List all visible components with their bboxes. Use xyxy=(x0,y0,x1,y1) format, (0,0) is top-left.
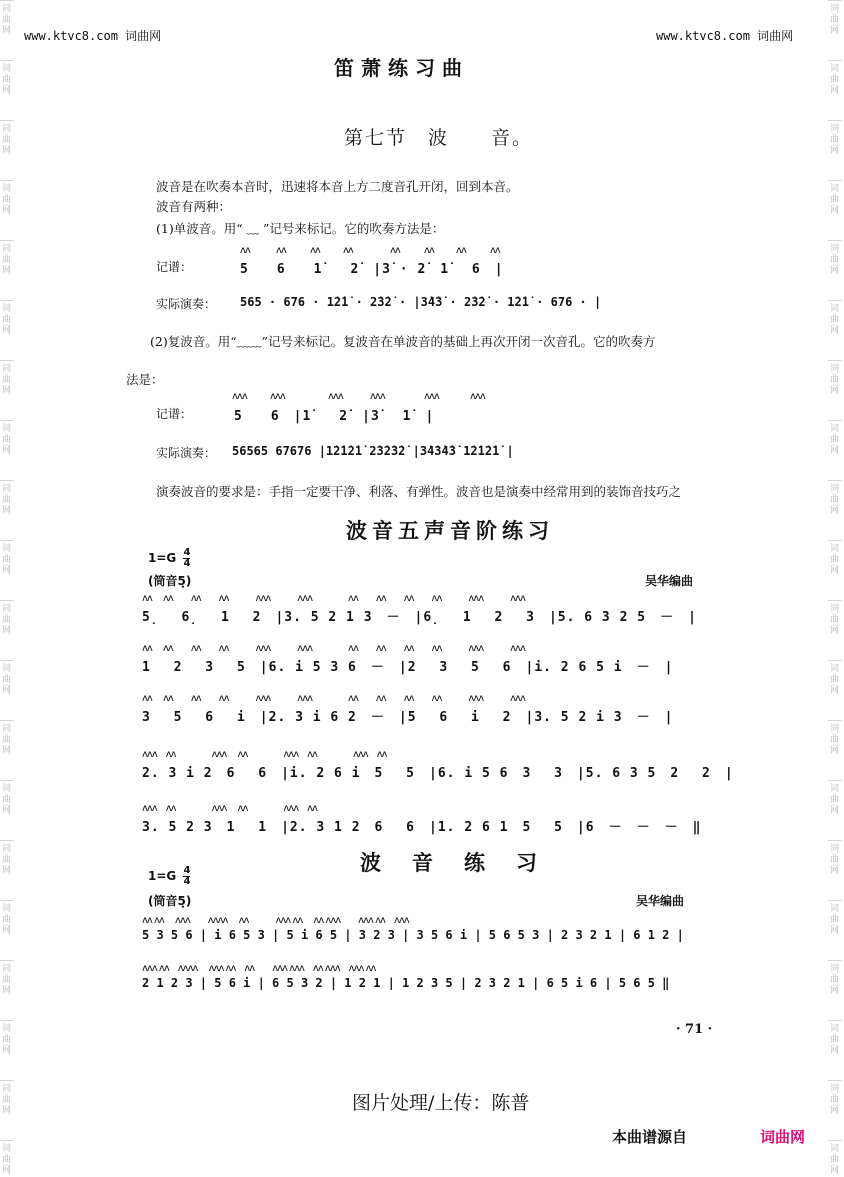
side-watermark-mark: 词 曲 网 xyxy=(2,664,12,696)
side-watermark-mark: 词 曲 网 xyxy=(830,844,840,876)
mordent-mark: ʌʌ xyxy=(343,245,353,256)
piece1-tube: (筒音5̣) xyxy=(148,574,192,588)
site-url: www.ktvc8.com xyxy=(656,29,750,43)
double-mordent-mark: ʌʌʌ xyxy=(424,391,439,402)
time-bottom: 4 xyxy=(183,876,191,887)
upload-credit: 图片处理/上传：陈普 xyxy=(352,1092,530,1114)
double-mordent-mark: ʌʌʌ xyxy=(270,391,285,402)
piece2-title: 波 音 练 习 xyxy=(360,850,542,875)
side-watermark-mark: 词 曲 网 xyxy=(2,124,12,156)
staff-row: 5̣ 6̣ 1 2 |3. 5 2 1 3 － |6̣ 1 2 3 |5. 6 3 2 5 － | xyxy=(142,610,697,625)
double-mordent-mark: ʌʌʌ xyxy=(370,391,385,402)
side-watermark-mark: 词 曲 网 xyxy=(2,484,12,516)
side-watermark-mark: 词 曲 网 xyxy=(830,664,840,696)
piece1-key xyxy=(148,548,190,569)
side-watermark-mark: 词 曲 网 xyxy=(2,1024,12,1056)
side-watermark-mark: 词 曲 网 xyxy=(830,4,840,36)
side-watermark-mark: 词 曲 网 xyxy=(2,364,12,396)
watermark-top-left xyxy=(24,27,161,44)
piece1-composer: 吴华编曲 xyxy=(645,574,694,588)
site-name: 词曲网 xyxy=(125,29,162,43)
mordent-mark: ʌʌ xyxy=(240,245,250,256)
side-watermark-mark: 词 曲 网 xyxy=(830,304,840,336)
side-watermark-mark: 词 曲 网 xyxy=(2,604,12,636)
mordent-row-mark: ʌʌ ʌʌ ʌʌ ʌʌ ʌʌʌ ʌʌʌ ʌʌ ʌʌ ʌʌ ʌʌ ʌʌʌ ʌʌʌ xyxy=(142,643,525,654)
side-watermark-mark: 词 曲 网 xyxy=(2,544,12,576)
left-watermark-strip xyxy=(0,0,14,1176)
mordent-row-mark: ʌʌ ʌʌ ʌʌ ʌʌ ʌʌʌ ʌʌʌ ʌʌ ʌʌ ʌʌ ʌʌ ʌʌʌ ʌʌʌ xyxy=(142,593,525,604)
mordent-row-mark: ʌʌʌ ʌʌ ʌʌʌ ʌʌ ʌʌʌ ʌʌ ʌʌʌ ʌʌ xyxy=(142,749,387,760)
side-watermark-mark: 词 曲 网 xyxy=(830,964,840,996)
book-title: 笛萧练习曲 xyxy=(334,56,469,80)
side-watermark-mark: 词 曲 网 xyxy=(830,1084,840,1116)
piece2-tube: (筒音5̣) xyxy=(148,894,192,908)
side-watermark-mark: 词 曲 网 xyxy=(2,1144,12,1176)
side-watermark-mark: 词 曲 网 xyxy=(830,124,840,156)
key-signature: 1=G xyxy=(148,551,177,565)
single-notation: 5 6 1̇ 2̇ |3̇ · 2̇ 1̇ 6 | xyxy=(240,262,504,277)
closing-text: 演奏波音的要求是：手指一定要干净、利落、有弹性。波音也是演奏中经常用到的装饰音技巧之 xyxy=(156,484,682,499)
mordent-row-mark: ʌʌ ʌʌ ʌʌ ʌʌ ʌʌʌ ʌʌʌ ʌʌ ʌʌ ʌʌ ʌʌ ʌʌʌ ʌʌʌ xyxy=(142,693,525,704)
piece1-title: 波音五声音阶练习 xyxy=(346,518,554,543)
side-watermark-mark: 词 曲 网 xyxy=(2,424,12,456)
side-watermark-mark: 词 曲 网 xyxy=(2,64,12,96)
mordent-row-mark: ʌʌʌ ʌʌ ʌʌʌʌ ʌʌʌ ʌʌ ʌʌ ʌʌʌ ʌʌʌ ʌʌ ʌʌʌ ʌʌʌ ʌʌ xyxy=(142,963,376,974)
time-top: 4 xyxy=(183,547,191,558)
practice-label: 实际演奏： xyxy=(156,297,217,311)
side-watermark-mark: 词 曲 网 xyxy=(830,484,840,516)
staff-row: 3. 5 2 3 1 1 |2. 3 1 2 6 6 |1. 2 6 1 5 5 |6 － － － ‖ xyxy=(142,820,702,835)
double-mordent-mark: ʌʌʌ xyxy=(232,391,247,402)
double-mordent-line: (2)复波音。用“﹏﹏”记号来标记。复波音在单波音的基础上再次开闭一次音孔。它的吹奏方 xyxy=(150,334,656,349)
double-mordent-cont: 法是： xyxy=(126,372,164,387)
staff-row: 2. 3 i 2 6 6 |i. 2 6 i 5 5 |6. i 5 6 3 3 |5. 6 3 5 2 2 | xyxy=(142,766,734,781)
side-watermark-mark: 词 曲 网 xyxy=(830,604,840,636)
mordent-mark: ʌʌ xyxy=(424,245,434,256)
right-watermark-strip xyxy=(828,0,842,1176)
page-number: · 71 · xyxy=(676,1022,713,1037)
footer-source: 本曲谱源自 xyxy=(612,1128,688,1146)
side-watermark-mark: 词 曲 网 xyxy=(2,184,12,216)
mordent-mark: ʌʌ xyxy=(310,245,320,256)
side-watermark-mark: 词 曲 网 xyxy=(2,844,12,876)
double-mordent-mark: ʌʌʌ xyxy=(328,391,343,402)
double-practice: 56565 67676 |1̇2̇1̇2̇1̇ 2̇3̇2̇3̇2̇ |3̇4̇3̇4̇3̇ 1̇2̇1̇2̇1̇ | xyxy=(232,444,514,458)
side-watermark-mark: 词 曲 网 xyxy=(830,544,840,576)
side-watermark-mark: 词 曲 网 xyxy=(2,304,12,336)
side-watermark-mark: 词 曲 网 xyxy=(830,424,840,456)
kinds-line: 波音有两种： xyxy=(156,199,232,214)
key-signature: 1=G xyxy=(148,869,177,883)
side-watermark-mark: 词 曲 网 xyxy=(830,1024,840,1056)
side-watermark-mark: 词 曲 网 xyxy=(2,4,12,36)
time-bottom: 4 xyxy=(183,558,191,569)
double-notation: 5 6 |1̇ 2̇ |3̇ 1̇ | xyxy=(234,409,435,424)
single-mordent-line: (1)单波音。用“ ﹏ ”记号来标记。它的吹奏方法是： xyxy=(156,221,445,236)
side-watermark-mark: 词 曲 网 xyxy=(2,1084,12,1116)
side-watermark-mark: 词 曲 网 xyxy=(2,964,12,996)
side-watermark-mark: 词 曲 网 xyxy=(830,784,840,816)
side-watermark-mark: 词 曲 网 xyxy=(830,364,840,396)
notation-label: 记谱： xyxy=(156,407,193,421)
site-name: 词曲网 xyxy=(757,29,794,43)
side-watermark-mark: 词 曲 网 xyxy=(830,244,840,276)
single-practice: 565 · 676 · 1̇2̇1̇ · 2̇3̇2̇ · |3̇4̇3̇ · 2̇3̇2̇ · 1̇2̇1̇ · 676 · | xyxy=(240,295,602,309)
side-watermark-mark: 词 曲 网 xyxy=(2,784,12,816)
time-signature xyxy=(183,866,190,887)
time-signature xyxy=(183,548,190,569)
mordent-mark: ʌʌ xyxy=(390,245,400,256)
staff-row: 3 5 6 i |2. 3 i 6 2 － |5 6 i 2 |3. 5 2 i 3 － | xyxy=(142,710,674,725)
side-watermark-mark: 词 曲 网 xyxy=(830,904,840,936)
footer-brand-link[interactable]: 词曲网 xyxy=(760,1128,806,1146)
staff-row: 1 2 3 5 |6. i 5 3 6 － |2 3 5 6 |i. 2 6 5 i － | xyxy=(142,660,674,675)
staff-row: 5 3 5 6 | i 6 5 3 | 5 i 6 5 | 3 2 3 | 3 5 6 i | 5 6 5 3 | 2 3 2 1 | 6 1 2 | xyxy=(142,928,684,942)
staff-row: 2 1 2 3 | 5 6 i | 6 5 3 2 | 1 2 1 | 1 2 3 5 | 2 3 2 1 | 6 5 i 6 | 5 6 5 ‖ xyxy=(142,976,670,990)
piece2-key xyxy=(148,866,190,887)
watermark-top-right xyxy=(656,27,793,44)
side-watermark-mark: 词 曲 网 xyxy=(2,724,12,756)
side-watermark-mark: 词 曲 网 xyxy=(2,904,12,936)
mordent-row-mark: ʌʌ ʌʌ ʌʌʌ ʌʌʌʌ ʌʌ ʌʌʌ ʌʌ ʌʌ ʌʌʌ ʌʌʌ ʌʌ ʌʌʌ xyxy=(142,915,409,926)
side-watermark-mark: 词 曲 网 xyxy=(830,64,840,96)
double-mordent-mark: ʌʌʌ xyxy=(470,391,485,402)
side-watermark-mark: 词 曲 网 xyxy=(830,724,840,756)
notation-label: 记谱： xyxy=(156,260,193,274)
site-url: www.ktvc8.com xyxy=(24,29,118,43)
mordent-mark: ʌʌ xyxy=(456,245,466,256)
side-watermark-mark: 词 曲 网 xyxy=(2,244,12,276)
mordent-mark: ʌʌ xyxy=(276,245,286,256)
piece2-composer: 吴华编曲 xyxy=(636,894,685,908)
mordent-row-mark: ʌʌʌ ʌʌ ʌʌʌ ʌʌ ʌʌʌ ʌʌ xyxy=(142,803,317,814)
mordent-mark: ʌʌ xyxy=(490,245,500,256)
intro-text: 波音是在吹奏本音时，迅速将本音上方二度音孔开闭，回到本音。 xyxy=(156,179,519,194)
practice-label: 实际演奏： xyxy=(156,446,217,460)
time-top: 4 xyxy=(183,865,191,876)
section-title: 第七节 波 音。 xyxy=(344,127,534,149)
side-watermark-mark: 词 曲 网 xyxy=(830,1144,840,1176)
side-watermark-mark: 词 曲 网 xyxy=(830,184,840,216)
